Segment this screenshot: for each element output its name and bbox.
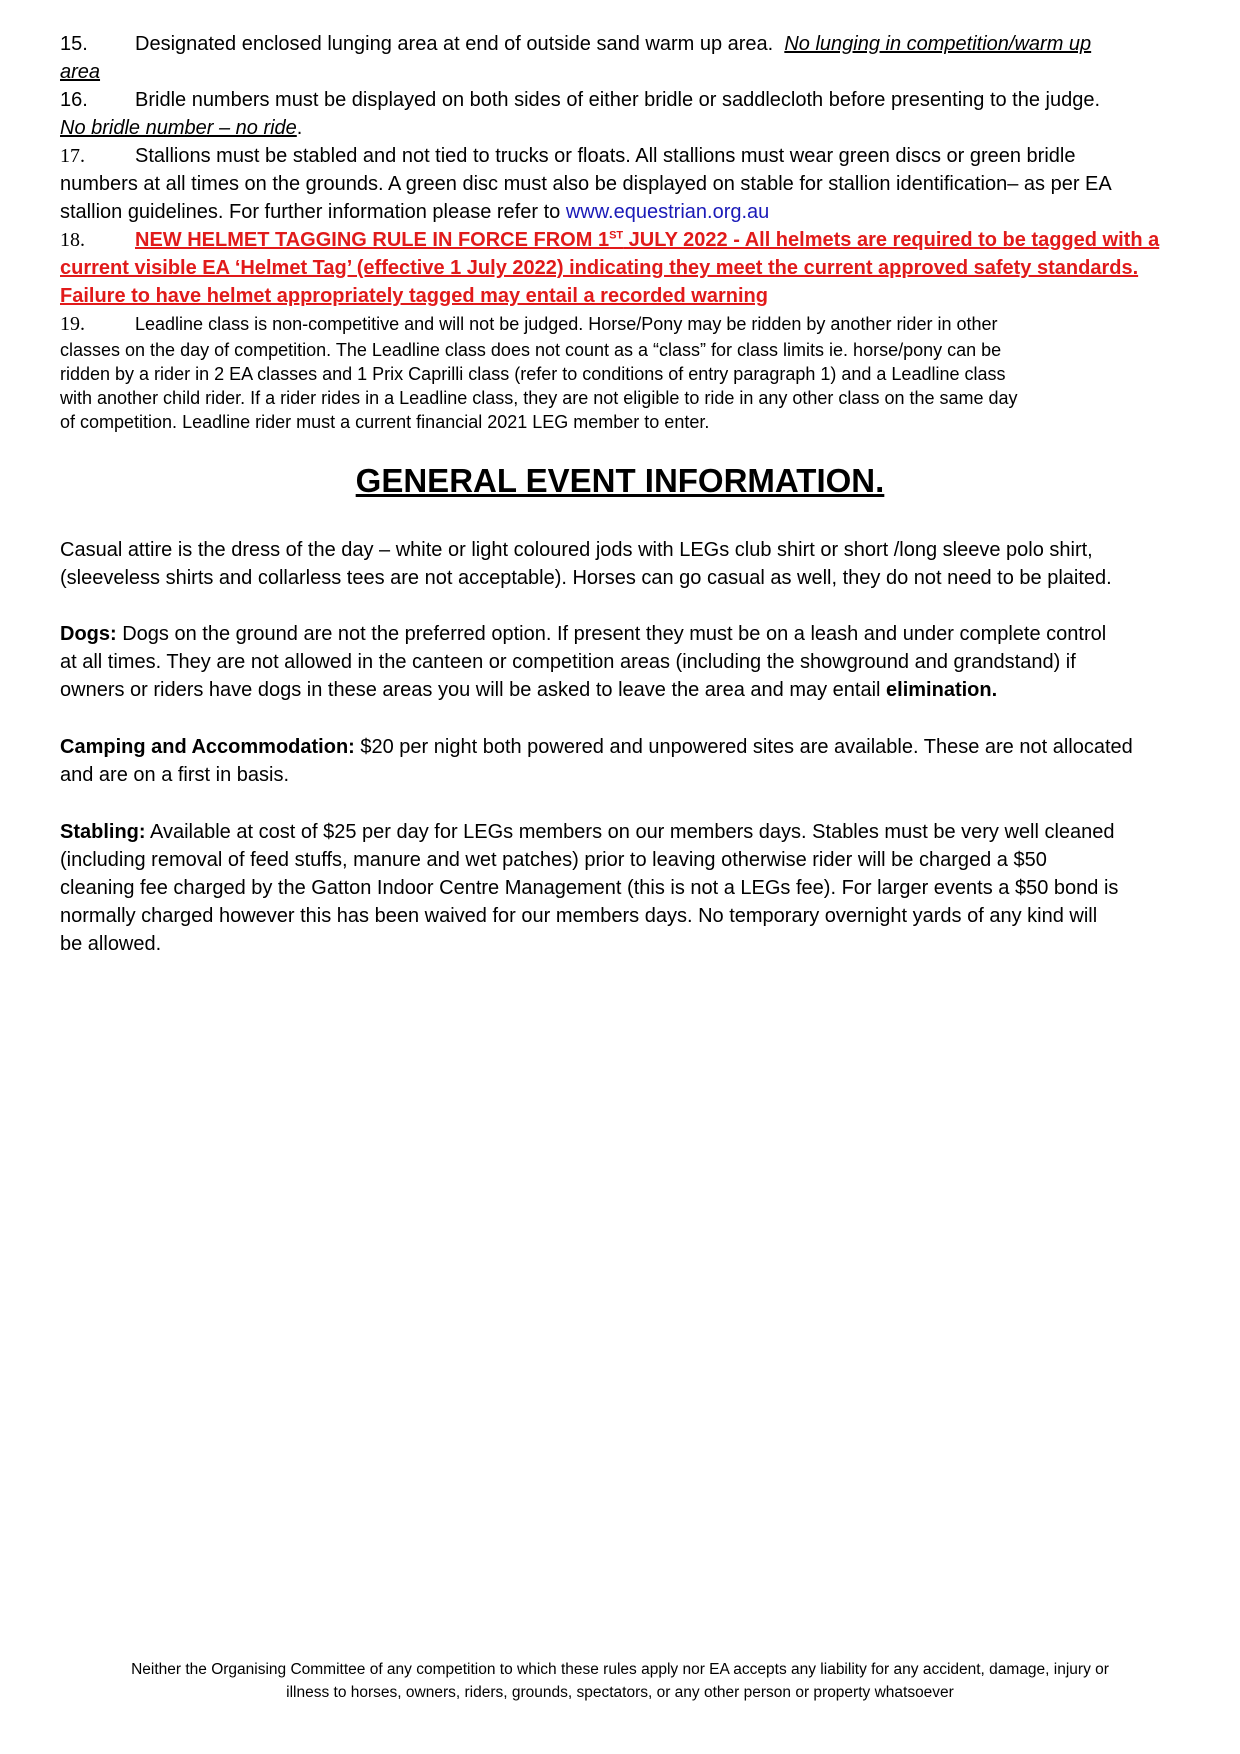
paragraph-line — [60, 818, 1180, 846]
rule-17-line-3 — [60, 198, 1180, 226]
footer-line: Neither the Organising Committee of any competition to which these rules apply nor EA accepts any liability for any accident, damage, injury or — [131, 1661, 1109, 1678]
rule-17 — [60, 142, 1180, 170]
helmet-rule-part: NEW HELMET TAGGING RULE IN FORCE FROM 1 — [135, 229, 610, 251]
elimination-text: elimination. — [886, 679, 998, 701]
paragraph-line — [60, 733, 1180, 761]
rule-emphasis: area — [60, 61, 101, 83]
paragraph-text: owners or riders have dogs in these areas you will be asked to leave the area and may entail — [60, 679, 887, 701]
paragraph-line: be allowed. — [60, 933, 162, 955]
rule-number: 16. — [60, 89, 88, 111]
rule-number: 18. — [60, 229, 85, 251]
rule-text: Bridle numbers must be displayed on both sides of either bridle or saddlecloth before presenting to the judge. — [135, 89, 1101, 111]
footer-line: illness to horses, owners, riders, grounds, spectators, or any other person or property whatsoever — [286, 1684, 954, 1701]
helmet-rule-text — [135, 229, 1159, 251]
rule-19-line-4 — [60, 386, 1180, 410]
rule-18 — [60, 226, 1180, 254]
helmet-rule-text: current visible EA ‘Helmet Tag’ (effective 1 July 2022) indicating they meet the current approved safety standards. — [60, 257, 1139, 279]
paragraph-line: cleaning fee charged by the Gatton Indoor Centre Management (this is not a LEGs fee). For larger events a $50 bond is — [60, 877, 1119, 899]
rule-text: numbers at all times on the grounds. A green disc must also be displayed on stable for stallion identification– as per EA — [60, 173, 1112, 195]
rule-text: ridden by a rider in 2 EA classes and 1 Prix Caprilli class (refer to conditions of entry paragraph 1) and a Leadline class — [60, 364, 1006, 384]
rule-16-continued — [60, 114, 1180, 142]
rule-emphasis: No bridle number – no ride — [60, 117, 297, 139]
camping-label: Camping and Accommodation: — [60, 736, 355, 758]
paragraph-line: (including removal of feed stuffs, manure and wet patches) prior to leaving otherwise rider will be charged a $50 — [60, 849, 1047, 871]
paragraph-line: (sleeveless shirts and collarless tees are not acceptable). Horses can go casual as well, they do not need to be plaited. — [60, 567, 1112, 589]
paragraph-text: Available at cost of $25 per day for LEGs members on our members days. Stables must be very well cleaned — [145, 821, 1115, 843]
rule-text: Leadline class is non-competitive and will not be judged. Horse/Pony may be ridden by another rider in other — [135, 314, 998, 334]
rule-text: stallion guidelines. For further information please refer to — [60, 201, 561, 223]
helmet-rule-text: Failure to have helmet appropriately tagged may entail a recorded warning — [60, 285, 768, 307]
rule-number: 19. — [60, 313, 85, 335]
stabling-paragraph — [60, 818, 1180, 958]
rule-text: Stallions must be stabled and not tied to trucks or floats. All stallions must wear green discs or green bridle — [135, 145, 1076, 167]
helmet-rule-part: JULY 2022 - All helmets are required to be tagged with a — [623, 229, 1160, 251]
rule-text: of competition. Leadline rider must a current financial 2021 LEG member to enter. — [60, 412, 710, 432]
equestrian-link[interactable]: www.equestrian.org.au — [565, 201, 770, 223]
rule-punctuation: . — [296, 117, 303, 139]
paragraph-line: normally charged however this has been waived for our members days. No temporary overnight yards of any kind will — [60, 905, 1098, 927]
rule-19-line-5 — [60, 410, 1180, 434]
rule-19-line-2 — [60, 338, 1180, 362]
dogs-label: Dogs: — [60, 623, 117, 645]
rule-number: 15. — [60, 33, 88, 55]
paragraph-line: Casual attire is the dress of the day – white or light coloured jods with LEGs club shirt or short /long sleeve polo shirt, — [60, 539, 1093, 561]
section-heading: GENERAL EVENT INFORMATION. — [355, 462, 885, 499]
attire-paragraph — [60, 536, 1180, 592]
rule-15 — [60, 30, 1180, 58]
paragraph-text: Dogs on the ground are not the preferred option. If present they must be on a leash and under complete control — [116, 623, 1107, 645]
rule-number: 17. — [60, 145, 85, 167]
rule-emphasis: No lunging in competition/warm up — [784, 33, 1092, 55]
rule-15-continued — [60, 58, 1180, 86]
rule-19-line-3 — [60, 362, 1180, 386]
stabling-label: Stabling: — [60, 821, 146, 843]
liability-footer — [60, 1658, 1180, 1704]
rule-17-line-2 — [60, 170, 1180, 198]
rule-19 — [60, 310, 1180, 338]
dogs-paragraph — [60, 620, 1180, 704]
rules-list — [60, 30, 1180, 434]
rule-text: classes on the day of competition. The Leadline class does not count as a “class” for class limits ie. horse/pony can be — [60, 340, 1002, 360]
rule-18-line-3 — [60, 282, 1180, 310]
rule-16 — [60, 86, 1180, 114]
rule-text: Designated enclosed lunging area at end of outside sand warm up area. — [135, 33, 774, 55]
rule-text: with another child rider. If a rider rides in a Leadline class, they are not eligible to ride in any other class on the same day — [60, 388, 1018, 408]
paragraph-line: and are on a first in basis. — [60, 764, 290, 786]
rule-18-line-2 — [60, 254, 1180, 282]
paragraph-line — [60, 620, 1180, 648]
ordinal-suffix: ST — [609, 229, 624, 242]
paragraph-line: at all times. They are not allowed in the canteen or competition areas (including the showground and grandstand) if — [60, 651, 1076, 673]
paragraph-text: $20 per night both powered and unpowered sites are available. These are not allocated — [354, 736, 1133, 758]
paragraph-line — [60, 676, 1180, 704]
camping-paragraph — [60, 733, 1180, 789]
